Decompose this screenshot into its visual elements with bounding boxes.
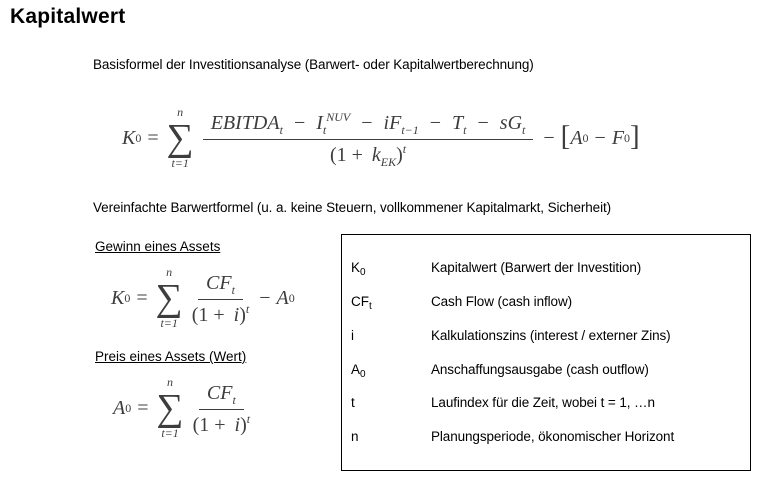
fraction <box>192 270 250 326</box>
term-i: I <box>316 112 323 134</box>
legend-row <box>342 329 750 343</box>
basis-formula-label: Basisformel der Investitionsanalyse (Barwert- oder Kapitalwertberechnung) <box>93 57 534 72</box>
legend-row <box>342 361 750 380</box>
gewinn-heading: Gewinn eines Assets <box>95 239 221 254</box>
fraction-denominator <box>193 410 251 436</box>
term-cf-sub: t <box>232 393 236 407</box>
den-close: ) <box>396 144 403 166</box>
legend-description: Laufindex für die Zeit, wobei t = 1, …n <box>431 395 655 411</box>
term-a0: A <box>276 286 289 309</box>
term-t-sub: t <box>463 123 467 137</box>
legend-description: Kapitalwert (Barwert der Investition) <box>431 260 642 276</box>
sum-lower-limit: t=1 <box>160 316 178 330</box>
legend-row <box>342 260 750 279</box>
fraction <box>193 380 251 436</box>
fraction-numerator <box>203 110 534 140</box>
legend-symbol: i <box>351 327 354 343</box>
sigma-glyph: ∑ <box>156 387 184 429</box>
legend-description: Cash Flow (cash inflow) <box>431 294 572 310</box>
term-a0: A <box>570 126 583 149</box>
page-title: Kapitalwert <box>10 5 126 28</box>
den-exponent: t <box>402 142 407 156</box>
term-ebitda: EBITDA <box>210 112 280 134</box>
term-f0: F <box>611 126 625 149</box>
bracket-close: ] <box>630 119 640 152</box>
symbol-legend-box <box>341 234 751 471</box>
term-i-sub: t <box>322 123 327 137</box>
term-t: T <box>452 112 464 134</box>
legend-symbol: t <box>351 395 355 411</box>
minus-sign: − <box>259 286 271 309</box>
den-k: k <box>371 144 381 166</box>
den-open: (1 + <box>192 414 226 436</box>
legend-symbol: $A_0$ <box>351 361 366 380</box>
minus-sign: − <box>293 112 306 134</box>
summation-symbol <box>167 106 194 170</box>
formula-preis-lhs: A <box>113 396 126 419</box>
sum-upper-limit: n <box>167 374 174 389</box>
preis-heading: Preis eines Assets (Wert) <box>95 349 247 364</box>
legend-symbol: n <box>351 429 359 445</box>
minus-sign: − <box>594 126 606 149</box>
den-i: i <box>233 304 240 326</box>
minus-sign: − <box>361 112 373 134</box>
formula-preis: A 0 = n ∑ t=1 $\frac{CF_t}{(1 + i)^t}$ <box>113 374 251 440</box>
legend-row <box>342 294 750 313</box>
den-close: ) <box>240 414 247 436</box>
term-if-sub: t−1 <box>401 123 419 137</box>
term-ebitda-sub: t <box>279 123 283 137</box>
den-exponent: t <box>245 302 250 316</box>
minus-sign: − <box>543 126 555 149</box>
den-close: ) <box>239 304 246 326</box>
sigma-glyph: ∑ <box>155 277 183 319</box>
formula-gewinn-lhs: K <box>111 286 125 309</box>
formula-main-lhs: K <box>122 126 136 149</box>
minus-sign: − <box>429 112 442 134</box>
legend-description: Kalkulationszins (interest / externer Zins) <box>431 327 671 343</box>
formula-gewinn: K 0 = n ∑ t=1 $\frac{CF_t}{(1 + i)^t}$ − A 0 <box>111 264 295 330</box>
term-cf-sub: t <box>231 283 235 297</box>
fraction-denominator <box>192 300 250 326</box>
sum-lower-limit: t=1 <box>171 156 189 170</box>
summation-symbol <box>156 266 183 330</box>
fraction-denominator <box>329 140 407 169</box>
den-open: (1 + <box>329 144 363 166</box>
legend-row <box>342 396 750 410</box>
sigma-glyph: ∑ <box>166 117 194 159</box>
term-cf: CF <box>206 272 232 294</box>
formula-main: K 0 = n ∑ t=1 $EBITDA_t - I_t^{NUV} - iF_{t-1} - T_t - sG_t$ $(1 + k_{EK})^t$ − [ A 0 − F 0 ] <box>122 104 640 170</box>
den-open: (1 + <box>191 304 225 326</box>
legend-row <box>342 430 750 444</box>
sum-upper-limit: n <box>166 264 173 279</box>
summation-symbol <box>157 376 184 440</box>
sum-lower-limit: t=1 <box>161 426 179 440</box>
fraction-numerator <box>198 270 243 300</box>
legend-symbol: $K_0$ <box>351 260 366 279</box>
equals-sign: = <box>137 396 149 419</box>
equals-sign: = <box>147 126 159 149</box>
legend-description: Planungsperiode, ökonomischer Horizont <box>431 429 675 445</box>
legend-description: Anschaffungsausgabe (cash outflow) <box>431 361 649 377</box>
equals-sign: = <box>136 286 148 309</box>
fraction <box>203 110 534 169</box>
minus-sign: − <box>477 112 489 134</box>
term-sg: sG <box>499 112 523 134</box>
simplified-formula-label: Vereinfachte Barwertformel (u. a. keine Steuern, vollkommener Kapitalmarkt, Sicherheit) <box>93 200 612 215</box>
term-cf: CF <box>206 382 233 404</box>
term-i-sup: NUV <box>326 110 351 124</box>
legend-symbol: $CF_t$ <box>351 294 372 313</box>
term-sg-sub: t <box>522 123 526 137</box>
term-if: iF <box>383 112 402 134</box>
bracket-open: [ <box>560 119 571 152</box>
sum-upper-limit: n <box>177 104 184 119</box>
fraction-numerator <box>199 380 244 410</box>
den-exponent: t <box>246 412 251 426</box>
den-k-sub: EK <box>380 155 397 169</box>
den-i: i <box>234 414 241 436</box>
